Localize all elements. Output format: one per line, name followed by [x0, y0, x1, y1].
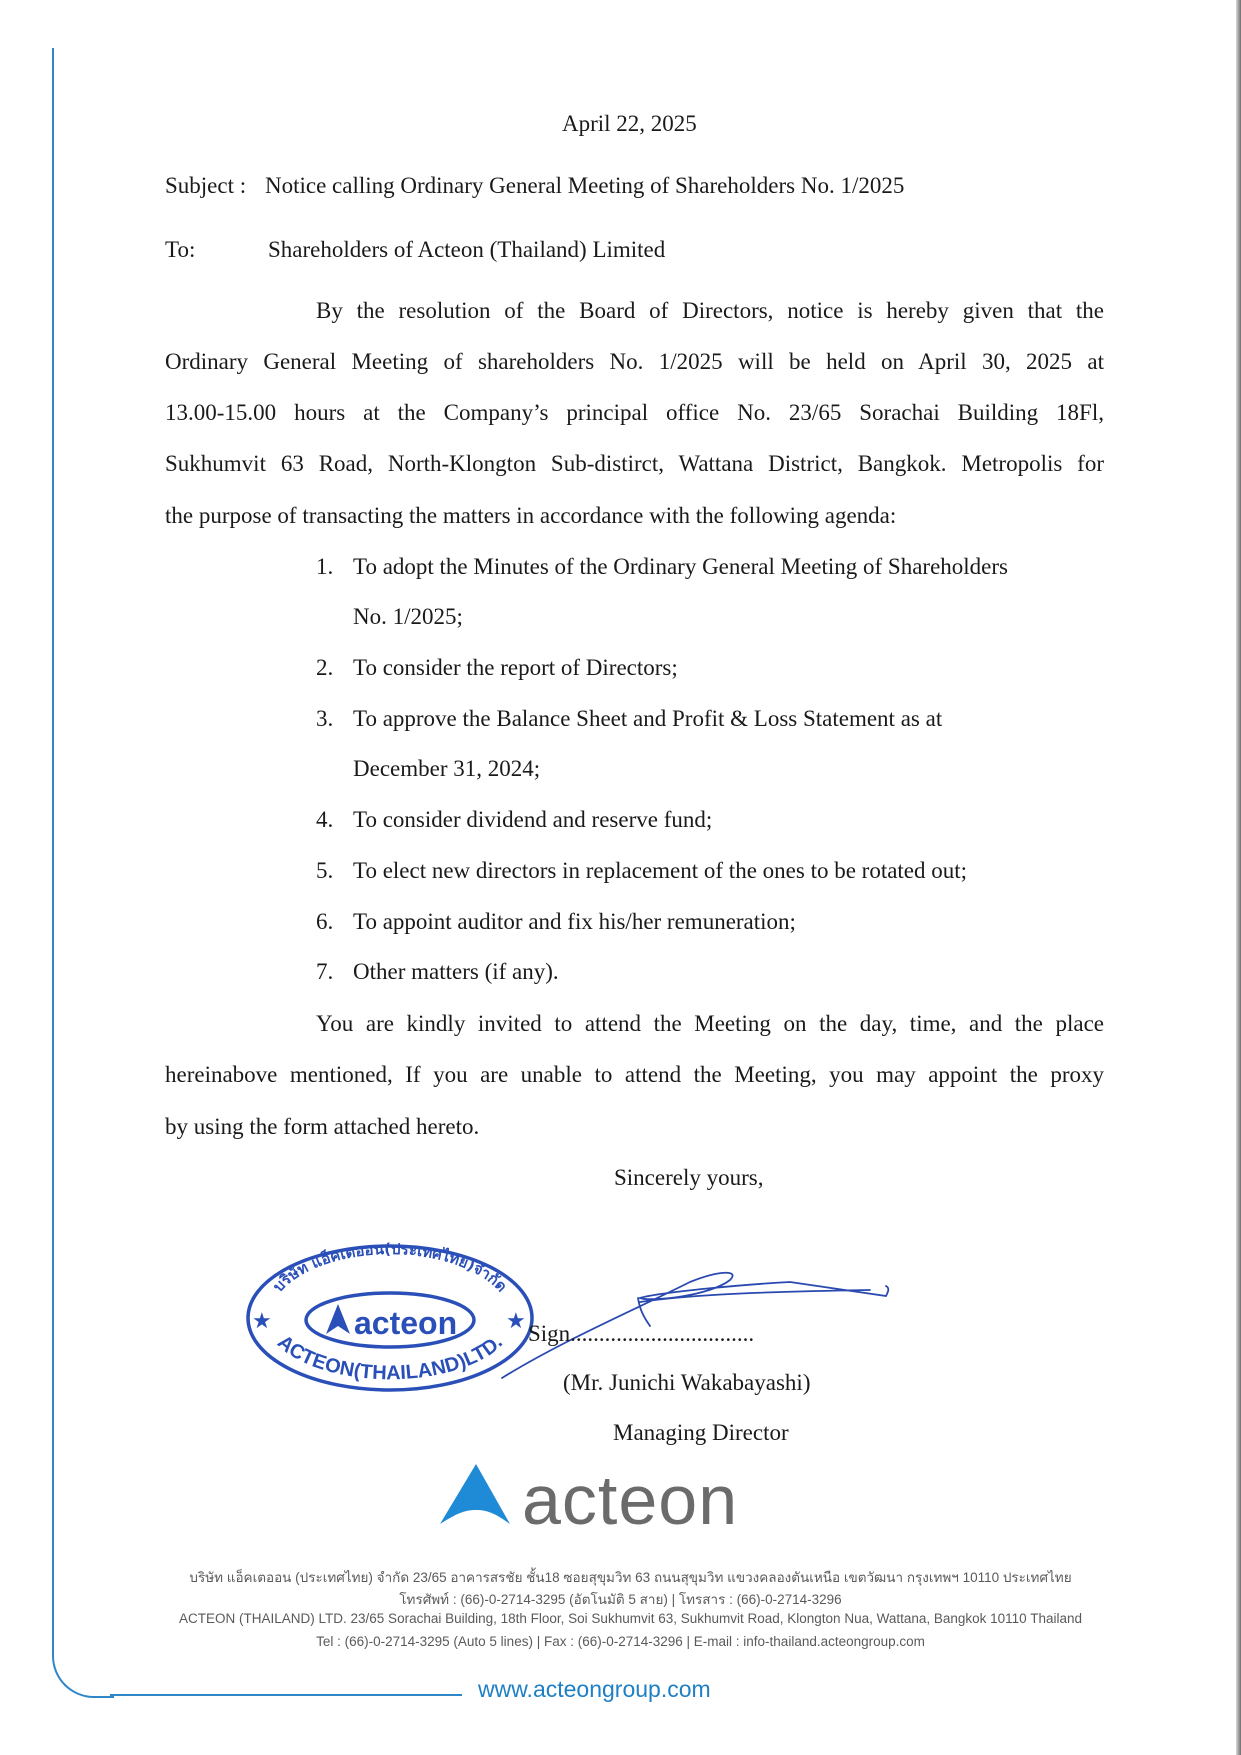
- footer-thai-address: บริษัท แอ็คเตออน (ประเทศไทย) จำกัด 23/65 อาคารสรชัย ชั้น18 ซอยสุขุมวิท 63 ถนนสุขุมวิท แขวงคลองตันเหนือ เขตวัฒนา กรุงเทพฯ 10110 ประเทศไทย: [189, 1570, 1072, 1585]
- agenda-item-text: To approve the Balance Sheet and Profit & Loss Statement as at: [353, 706, 943, 731]
- intro-line: Sukhumvit 63 Road, North-Klongton Sub-distirct, Wattana District, Bangkok. Metropolis for: [165, 451, 1104, 476]
- agenda-number: 7.: [316, 959, 334, 984]
- footer-english-address: ACTEON (THAILAND) LTD. 23/65 Sorachai Building, 18th Floor, Soi Sukhumvit 63, Sukhumvit Road, Klongton Nua, Wattana, Bangkok 10110 Thailand: [179, 1611, 1082, 1626]
- page-edge-shadow: [1236, 0, 1241, 1755]
- agenda-item-text: To appoint auditor and fix his/her remuneration;: [353, 909, 796, 934]
- sign-off: Sincerely yours,: [614, 1165, 764, 1190]
- agenda-item-text: December 31, 2024;: [353, 756, 541, 781]
- website-link[interactable]: www.acteongroup.com: [478, 1676, 711, 1702]
- acteon-mark-icon: [326, 1304, 350, 1334]
- star-icon: ★: [506, 1309, 526, 1334]
- signature-line: Sign................................: [528, 1321, 755, 1346]
- closing-line: hereinabove mentioned, If you are unable to attend the Meeting, you may appoint the proxy: [165, 1062, 1104, 1087]
- agenda-item-text: To elect new directors in replacement of the ones to be rotated out;: [353, 858, 968, 883]
- svg-text:บริษัท แอ็คเตออน(ประเทศไทย)จำก: [269, 1240, 510, 1296]
- intro-line: 13.00-15.00 hours at the Company’s principal office No. 23/65 Sorachai Building 18Fl,: [165, 400, 1104, 425]
- agenda-item-text: To consider dividend and reserve fund;: [353, 807, 713, 832]
- agenda-number: 4.: [316, 807, 334, 832]
- left-border-line: [52, 48, 54, 1648]
- closing-line: You are kindly invited to attend the Meeting on the day, time, and the place: [316, 1011, 1104, 1036]
- stamp-brand-text: acteon: [354, 1305, 458, 1341]
- agenda-number: 6.: [316, 909, 334, 934]
- stamp-english-text: ACTEON(THAILAND)LTD.: [273, 1331, 508, 1385]
- subject-text: Notice calling Ordinary General Meeting of Shareholders No. 1/2025: [265, 173, 905, 198]
- agenda-number: 3.: [316, 706, 334, 731]
- agenda-item-text: No. 1/2025;: [353, 604, 463, 629]
- agenda-item-text: To consider the report of Directors;: [353, 655, 678, 680]
- signer-name: (Mr. Junichi Wakabayashi): [563, 1370, 811, 1395]
- agenda-number: 5.: [316, 858, 334, 883]
- agenda-number: 2.: [316, 655, 334, 680]
- footer-thai-phone: โทรศัพท์ : (66)-0-2714-3295 (อัตโนมัติ 5 สาย) | โทรสาร : (66)-0-2714-3296: [399, 1592, 842, 1607]
- intro-line: the purpose of transacting the matters in accordance with the following agenda:: [165, 503, 897, 528]
- letter-date: April 22, 2025: [562, 111, 697, 136]
- intro-line: By the resolution of the Board of Directors, notice is hereby given that the: [316, 298, 1104, 323]
- footer-contact: Tel : (66)-0-2714-3295 (Auto 5 lines) | Fax : (66)-0-2714-3296 | E-mail : info-thailand.acteongroup.com: [316, 1634, 925, 1649]
- intro-line: Ordinary General Meeting of shareholders No. 1/2025 will be held on April 30, 2025 at: [165, 349, 1104, 374]
- to-label: To:: [165, 237, 196, 262]
- bottom-border-line: [110, 1694, 462, 1696]
- star-icon: ★: [252, 1309, 272, 1334]
- agenda-item-text: To adopt the Minutes of the Ordinary General Meeting of Shareholders: [353, 554, 1008, 579]
- to-recipient: Shareholders of Acteon (Thailand) Limited: [268, 237, 666, 262]
- closing-line: by using the form attached hereto.: [165, 1114, 480, 1139]
- agenda-number: 1.: [316, 554, 334, 579]
- agenda-item-text: Other matters (if any).: [353, 959, 559, 984]
- stamp-thai-text: บริษัท แอ็คเตออน(ประเทศไทย)จำกัด: [269, 1239, 511, 1296]
- signer-title: Managing Director: [613, 1420, 789, 1445]
- acteon-logo: [438, 1462, 784, 1532]
- acteon-logo-mark-icon: [440, 1464, 510, 1524]
- subject-label: Subject :: [165, 173, 247, 198]
- logo-wordmark: acteon: [522, 1462, 739, 1532]
